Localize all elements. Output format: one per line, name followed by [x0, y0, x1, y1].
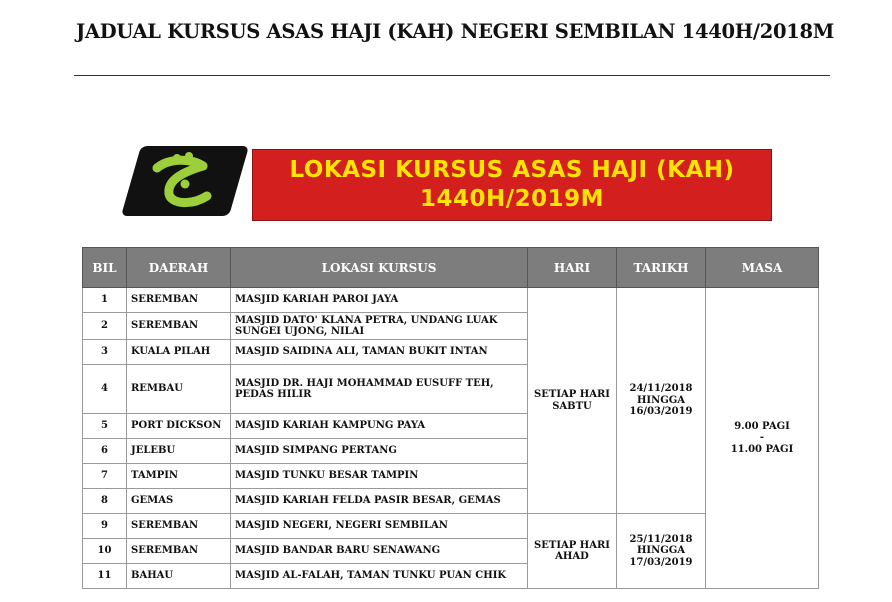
cell-lokasi: MASJID KARIAH FELDA PASIR BESAR, GEMAS [231, 489, 528, 514]
cell-daerah: JELEBU [127, 439, 231, 464]
logo-glyph [139, 150, 231, 212]
header-tarikh: TARIKH [617, 248, 706, 288]
cell-lokasi: MASJID NEGERI, NEGERI SEMBILAN [231, 514, 528, 539]
cell-lokasi: MASJID DR. HAJI MOHAMMAD EUSUFF TEH, PEDAS HILIR [231, 365, 528, 414]
cell-tarikh-group1 [617, 288, 706, 514]
cell-daerah: REMBAU [127, 365, 231, 414]
cell-masa [706, 288, 819, 589]
header-masa: MASA [706, 248, 819, 288]
cell-bil: 8 [83, 489, 127, 514]
cell-daerah: GEMAS [127, 489, 231, 514]
cell-hari-group2: SETIAP HARI AHAD [528, 514, 617, 589]
tarikh-end: 16/03/2019 [629, 406, 693, 418]
cell-bil: 9 [83, 514, 127, 539]
tarikh-start: 25/11/2018 [629, 533, 693, 545]
header-hari: HARI [528, 248, 617, 288]
cell-lokasi: MASJID KARIAH PAROI JAYA [231, 288, 528, 313]
cell-lokasi: MASJID TUNKU BESAR TAMPIN [231, 464, 528, 489]
tabung-haji-logo-icon [121, 146, 249, 216]
cell-daerah: BAHAU [127, 564, 231, 589]
cell-lokasi: MASJID BANDAR BARU SENAWANG [231, 539, 528, 564]
cell-bil: 11 [83, 564, 127, 589]
cell-daerah: SEREMBAN [127, 539, 231, 564]
banner-line-2: 1440H/2019M [419, 186, 605, 212]
table-row [83, 288, 819, 313]
tarikh-hingga: HINGGA [636, 394, 686, 406]
cell-bil: 7 [83, 464, 127, 489]
header-bil: BIL [83, 248, 127, 288]
document-title: JADUAL KURSUS ASAS HAJI (KAH) NEGERI SEMBILAN 1440H/2018M [76, 20, 835, 43]
cell-lokasi: MASJID AL-FALAH, TAMAN TUNKU PUAN CHIK [231, 564, 528, 589]
cell-lokasi: MASJID DATO' KLANA PETRA, UNDANG LUAK SUNGEI UJONG, NILAI [231, 313, 528, 340]
cell-lokasi: MASJID KARIAH KAMPUNG PAYA [231, 414, 528, 439]
tarikh-start: 24/11/2018 [629, 383, 693, 395]
cell-bil: 4 [83, 365, 127, 414]
cell-lokasi: MASJID SAIDINA ALI, TAMAN BUKIT INTAN [231, 340, 528, 365]
cell-hari-group1: SETIAP HARI SABTU [528, 288, 617, 514]
cell-daerah: TAMPIN [127, 464, 231, 489]
cell-daerah: SEREMBAN [127, 514, 231, 539]
cell-bil: 10 [83, 539, 127, 564]
masa-dash: - [759, 432, 765, 444]
cell-bil: 2 [83, 313, 127, 340]
tarikh-hingga: HINGGA [636, 545, 686, 557]
tarikh-end: 17/03/2019 [629, 556, 693, 568]
masa-start: 9.00 PAGI [734, 420, 790, 432]
title-divider [74, 75, 830, 76]
cell-tarikh-group2 [617, 514, 706, 589]
cell-lokasi: MASJID SIMPANG PERTANG [231, 439, 528, 464]
cell-bil: 6 [83, 439, 127, 464]
cell-daerah: SEREMBAN [127, 288, 231, 313]
cell-daerah: KUALA PILAH [127, 340, 231, 365]
header-daerah: DAERAH [127, 248, 231, 288]
course-schedule-table [82, 247, 819, 589]
cell-bil: 1 [83, 288, 127, 313]
cell-daerah: PORT DICKSON [127, 414, 231, 439]
banner-line-1: LOKASI KURSUS ASAS HAJI (KAH) [289, 157, 735, 183]
cell-bil: 5 [83, 414, 127, 439]
header-lokasi: LOKASI KURSUS [231, 248, 528, 288]
masa-end: 11.00 PAGI [730, 443, 794, 455]
table-header-row [83, 248, 819, 288]
location-banner [252, 149, 772, 221]
cell-bil: 3 [83, 340, 127, 365]
cell-daerah: SEREMBAN [127, 313, 231, 340]
